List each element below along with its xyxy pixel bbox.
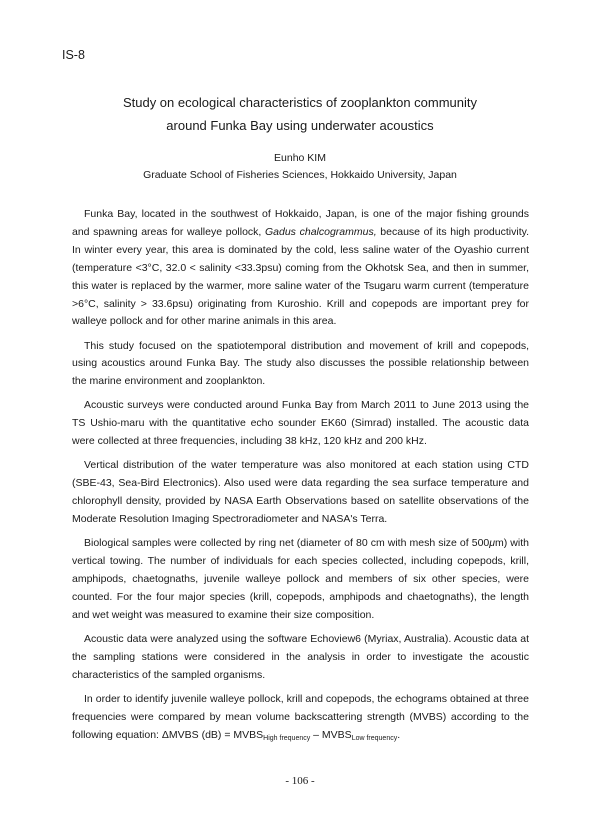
author-affiliation: Graduate School of Fisheries Sciences, Hokkaido University, Japan: [143, 169, 457, 181]
paragraph-1: [72, 206, 529, 331]
paragraph-1-text-b: because of its high productivity. In winter every year, this area is dominated by the cold, less saline water of the Oyashio current (temperature <3°C, 32.0 < salinity <33.3psu) coming from the Okhotsk Sea, and then in summer, this water is replaced by the warmer, more saline water of the Tsugaru warm current (temperature >6°C, salinity > 33.6psu) originating from Kuroshio. Krill and copepods are important prey for walleye pollock and for other marine animals in this area.: [72, 225, 530, 328]
subscript-low-frequency: Low frequency: [351, 734, 398, 742]
paragraph-1-text-a: Funka Bay, located in the southwest of Hokkaido, Japan, is one of the major fishing grounds and spawning areas for walleye pollock,: [72, 208, 529, 238]
paragraph-3: Acoustic surveys were conducted around Funka Bay from March 2011 to June 2013 using the TS Ushio-maru with the quantitative echo sounder EK60 (Simrad) installed. The acoustic data were collected at three frequencies, including 38 kHz, 120 kHz and 200 kHz.: [72, 399, 529, 448]
page-number: - 106 -: [285, 775, 315, 787]
paragraph-5-text-b: m) with vertical towing. The number of individuals for each species collected, including copepods, krill, amphipods, chaetognaths, juvenile walleye pollock and members of six other species, were counted. For the four major species (krill, copepods, amphipods and chaetognaths), the length and wet weight was measured to examine their size composition.: [72, 537, 529, 621]
paragraph-7-text-end: .: [397, 728, 401, 741]
species-name: Gadus chalcogrammus,: [265, 225, 377, 238]
title-line-1: Study on ecological characteristics of zooplankton community: [122, 95, 478, 110]
subscript-high-frequency: High frequency: [263, 734, 311, 742]
paragraph-2: This study focused on the spatiotemporal distribution and movement of krill and copepods, using acoustics around Funka Bay. The study also discusses the possible relationship between the marine environment and zooplankton.: [72, 339, 529, 388]
paragraph-7: [72, 691, 529, 745]
paragraph-7-text-mid: – MVBS: [310, 728, 352, 741]
session-code: IS-8: [62, 48, 85, 62]
paragraph-7-text-a: In order to identify juvenile walleye pollock, krill and copepods, the echograms obtained at three frequencies were compared by mean volume backscattering strength (MVBS) according to the following equation: ΔMVBS (dB) = MVBS: [72, 692, 529, 741]
paragraph-6: Acoustic data were analyzed using the software Echoview6 (Myriax, Australia). Acoustic data at the sampling stations were considered in the analysis in order to investigate the acoustic characteristics of the sampled organisms.: [72, 632, 529, 681]
title-line-2: around Funka Bay using underwater acoustics: [166, 118, 434, 133]
paragraph-4: Vertical distribution of the water temperature was also monitored at each station using CTD (SBE-43, Sea-Bird Electronics). Also used were data regarding the sea surface temperature and chlorophyll density, provided by NASA Earth Observations based on satellite observations of the Moderate Resolution Imaging Spectroradiometer and NASA's Terra.: [72, 459, 529, 526]
paragraph-5: [72, 535, 529, 625]
author-name: Eunho KIM: [274, 152, 326, 164]
micro-symbol: μ: [489, 537, 496, 550]
paragraph-5-text-a: Biological samples were collected by ring net (diameter of 80 cm with mesh size of 500: [84, 537, 490, 550]
paper-title: [0, 91, 600, 137]
author-block: [0, 150, 600, 184]
abstract-body: [72, 206, 529, 745]
